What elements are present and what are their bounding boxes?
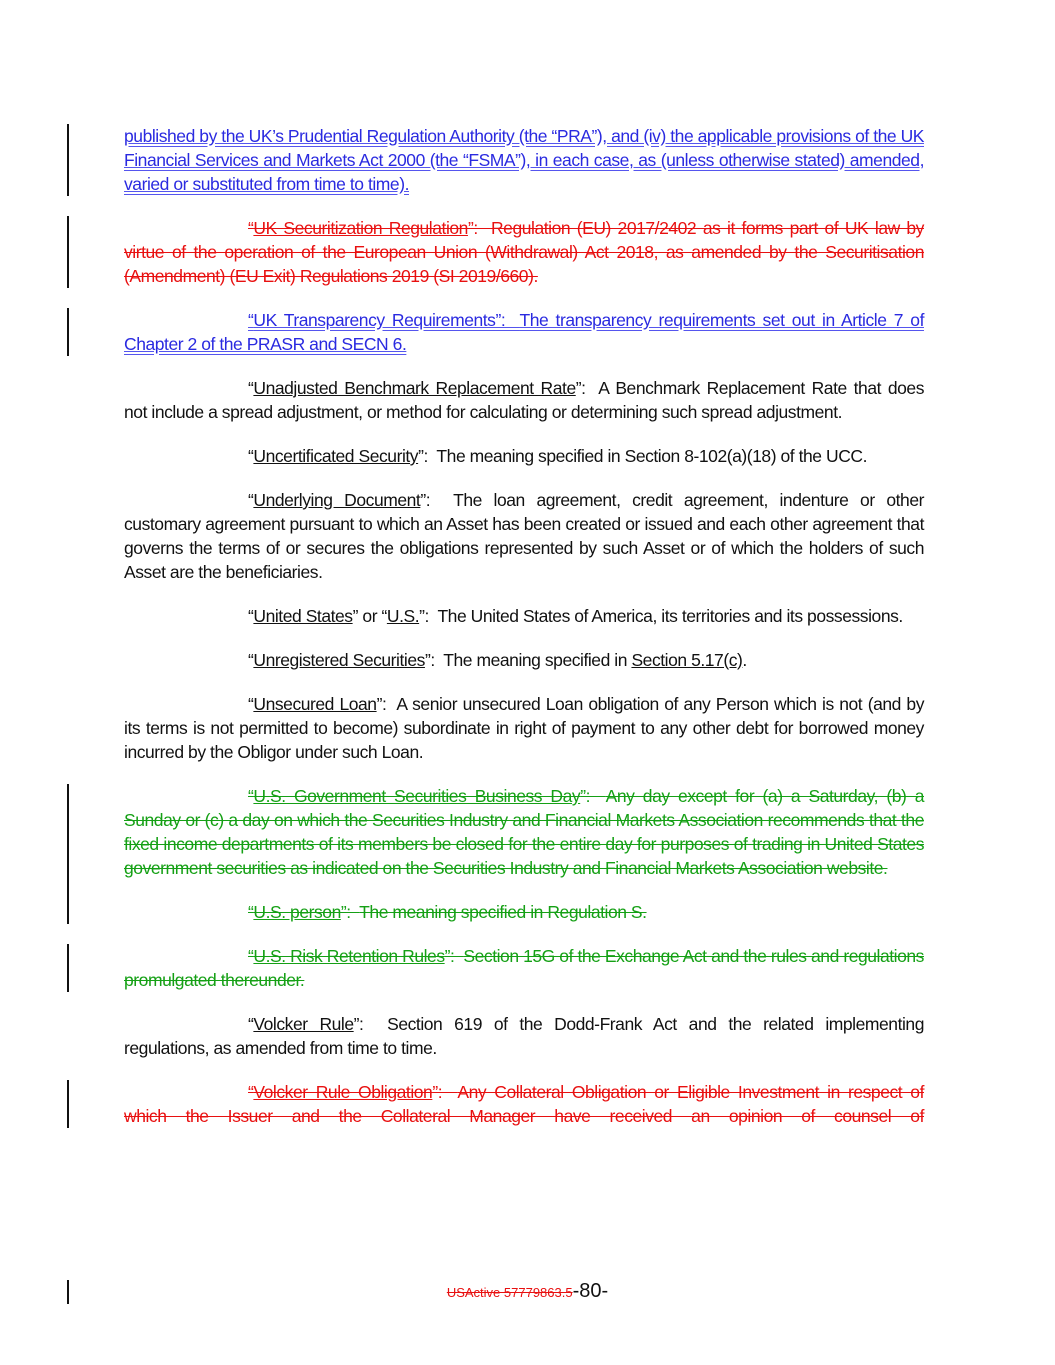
defined-term: Volcker Rule [253,1014,354,1034]
definition: “Unsecured Loan”: A senior unsecured Loan obligation of any Person which is not (and by its terms is not permitted to become) subordinate in right of payment to any other debt for borrowed money incurred by the Obligor under such Loan. [124,694,924,762]
change-bar [67,124,69,196]
document-body [124,124,924,1148]
defined-term: Unregistered Securities [253,650,425,670]
definition-text: The meaning specified in Section 8-102(a)(18) of the UCC. [436,446,867,466]
definition: “Unadjusted Benchmark Replacement Rate”: A Benchmark Replacement Rate that does not include a spread adjustment, or method for calculating or determining such spread adjustment. [124,378,924,422]
definition: “United States” or “U.S.”: The United States of America, its territories and its possessions. [248,606,903,626]
definition-text: Section 619 of the Dodd-Frank Act and the related implementing regulations, as amended from time to time. [124,1014,924,1058]
definition-text: The meaning specified in Regulation S. [359,902,647,922]
page-number: -80- [572,1280,609,1302]
definition: “Unregistered Securities”: The meaning specified in Section 5.17(c). [248,650,747,670]
definition-text: Section 15G of the Exchange Act and the rules and regulations promulgated thereunder. [124,946,924,990]
definition-text: A senior unsecured Loan obligation of any Person which is not (and by its terms is not permitted to become) subordinate in right of payment to any other debt for borrowed money incurred by the Obligor under such Loan. [124,694,924,762]
document-id: USActive 57779863.5 [446,1285,573,1300]
defined-term: United States [253,606,353,626]
definition: “Uncertificated Security”: The meaning specified in Section 8-102(a)(18) of the UCC. [248,446,867,466]
change-bar [67,944,69,992]
moved-definition: “U.S. Risk Retention Rules”: Section 15G of the Exchange Act and the rules and regulations promulgated thereunder. [124,944,924,992]
moved-definition: “U.S. person”: The meaning specified in Regulation S. [124,900,924,924]
definition-text: Any day except for (a) a Saturday, (b) a Sunday or (c) a day on which the Securities Industry and Financial Markets Association recommends that the fixed income departments of its members be closed for the entire day for purposes of trading in United States government securities as indicated on the Securities Industry and Financial Markets Association website. [124,786,924,878]
defined-term: Unsecured Loan [253,694,377,714]
deleted-definition: “UK Securitization Regulation”: Regulation (EU) 2017/2402 as it forms part of UK law by virtue of the operation of the European Union (Withdrawal) Act 2018, as amended by the Securitisation (Amendment) (EU Exit) Regulations 2019 (SI 2019/660). [124,216,924,288]
change-bar [67,216,69,288]
inserted-paragraph [124,124,924,196]
definition-text: The loan agreement, credit agreement, indenture or other customary agreement pursuant to which an Asset has been created or issued and each other agreement that governs the terms of or secures the obligations represented by such Asset or of which the holders of such Asset are the beneficiaries. [124,490,924,582]
page-footer [0,1280,1055,1303]
defined-term: UK Securitization Regulation [253,218,468,238]
definition-text: The meaning specified in [443,650,628,670]
defined-term: U.S. person [253,902,341,922]
defined-term: UK Transparency Requirements [253,310,496,330]
change-bar [67,308,69,356]
definition-text: Any Collateral Obligation or Eligible Investment in respect of which the Issuer and the Collateral Manager have received an opinion of counsel of [124,1082,924,1126]
definition-end: . [742,650,747,670]
defined-term: U.S. Government Securities Business Day [253,786,581,806]
defined-term: U.S. [386,606,420,626]
or-text: or [362,606,378,626]
defined-term: Volcker Rule Obligation [253,1082,433,1102]
definition-text: The transparency requirements set out in Article 7 of Chapter 2 of the PRASR and SECN 6. [124,310,924,354]
defined-term: Uncertificated Security [253,446,419,466]
definition-text: Regulation (EU) 2017/2402 as it forms part of UK law by virtue of the operation of the European Union (Withdrawal) Act 2018, as amended by the Securitisation (Amendment) (EU Exit) Regulations 2019 (SI 2019/660). [124,218,924,286]
deleted-definition: “Volcker Rule Obligation”: Any Collateral Obligation or Eligible Investment in respect of which the Issuer and the Collateral Manager have received an opinion of counsel of [124,1080,924,1128]
defined-term: Underlying Document [253,490,421,510]
inserted-definition: “UK Transparency Requirements”: The transparency requirements set out in Article 7 of Chapter 2 of the PRASR and SECN 6. [124,308,924,356]
definition-text: A Benchmark Replacement Rate that does not include a spread adjustment, or method for calculating or determining such spread adjustment. [124,378,924,422]
definition: “Volcker Rule”: Section 619 of the Dodd-Frank Act and the related implementing regulations, as amended from time to time. [124,1014,924,1058]
moved-definition: “U.S. Government Securities Business Day”: Any day except for (a) a Saturday, (b) a Sunday or (c) a day on which the Securities Industry and Financial Markets Association recommends that the fixed income departments of its members be closed for the entire day for purposes of trading in United States government securities as indicated on the Securities Industry and Financial Markets Association website. [124,784,924,880]
section-reference[interactable]: Section 5.17(c) [631,650,743,670]
defined-term: Unadjusted Benchmark Replacement Rate [253,378,576,398]
change-bar [67,900,69,924]
definition: “Underlying Document”: The loan agreement, credit agreement, indenture or other customary agreement pursuant to which an Asset has been created or issued and each other agreement that governs the terms of or secures the obligations represented by such Asset or of which the holders of such Asset are the beneficiaries. [124,490,924,582]
definition-text: The United States of America, its territories and its possessions. [437,606,903,626]
change-bar [67,784,69,904]
paragraph-text: published by the UK’s Prudential Regulation Authority (the “PRA”), and (iv) the applicable provisions of the UK Financial Services and Markets Act 2000 (the “FSMA”), in each case, as (unless otherwise stated) amended, varied or substituted from time to time). [124,126,924,194]
defined-term: U.S. Risk Retention Rules [253,946,445,966]
change-bar [67,1080,69,1128]
